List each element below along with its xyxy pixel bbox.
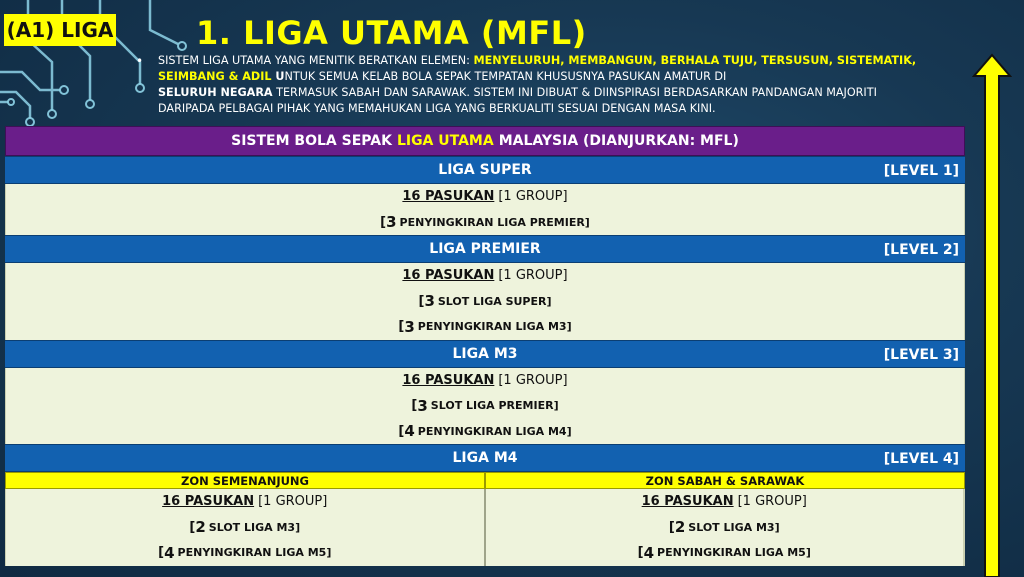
page-title: 1. LIGA UTAMA (MFL) (196, 14, 587, 52)
level-label: [LEVEL 2] (883, 242, 959, 258)
zone-header-semenanjung: ZON SEMENANJUNG (5, 472, 485, 489)
level-body-liga-premier (5, 263, 965, 340)
up-arrow-icon (972, 52, 1012, 577)
section-badge: (A1) LIGA (4, 14, 116, 46)
level-body-liga-super (5, 184, 965, 235)
description-line-1: SISTEM LIGA UTAMA YANG MENITIK BERATKAN ELEMEN: MENYELURUH, MEMBANGUN, BERHALA TUJU, TERSUSUN, SISTEMATIK, (158, 54, 917, 67)
teams-line: 16 PASUKAN [1 GROUP] (402, 189, 568, 205)
level-bar-liga-super: LIGA SUPER [LEVEL 1] (5, 156, 965, 184)
zone-body-row (5, 489, 965, 566)
description-paragraph (136, 53, 958, 117)
bullet-marker: • (136, 54, 144, 68)
table-header: SISTEM BOLA SEPAK LIGA UTAMA MALAYSIA (DIANJURKAN: MFL) (5, 126, 965, 156)
rule-line: [ 4 PENYINGKIRAN LIGA M5] (637, 543, 811, 562)
rule-line: [ 2 SLOT LIGA M3] (189, 518, 301, 537)
league-table (5, 126, 965, 566)
level-label: [LEVEL 1] (883, 163, 959, 179)
teams-line: 16 PASUKAN [1 GROUP] (162, 494, 328, 510)
zone-header-row (5, 472, 965, 489)
zone-body-sabah-sarawak (486, 489, 965, 566)
rule-line: [ 4 PENYINGKIRAN LIGA M4] (398, 422, 572, 441)
rule-line: [ 3 SLOT LIGA PREMIER] (411, 396, 559, 415)
teams-line: 16 PASUKAN [1 GROUP] (402, 268, 568, 284)
rule-line: [ 3 SLOT LIGA SUPER] (418, 292, 552, 311)
teams-line: 16 PASUKAN [1 GROUP] (641, 494, 807, 510)
zone-header-sabah-sarawak: ZON SABAH & SARAWAK (485, 472, 965, 489)
level-body-liga-m3 (5, 368, 965, 445)
zone-body-semenanjung (6, 489, 486, 566)
rule-line: [ 3 PENYINGKIRAN LIGA PREMIER] (380, 213, 590, 232)
description-line-2: SEIMBANG & ADIL UNTUK SEMUA KELAB BOLA SEPAK TEMPATAN KHUSUSNYA PASUKAN AMATUR DI (158, 70, 727, 83)
rule-line: [ 3 PENYINGKIRAN LIGA M3] (398, 317, 572, 336)
level-label: [LEVEL 4] (883, 451, 959, 467)
rule-line: [ 4 PENYINGKIRAN LIGA M5] (158, 543, 332, 562)
level-label: [LEVEL 3] (883, 346, 959, 363)
level-bar-liga-m3: LIGA M3 [LEVEL 3] (5, 340, 965, 368)
description-line-3: SELURUH NEGARA TERMASUK SABAH DAN SARAWAK. SISTEM INI DIBUAT & DIINSPIRASI BERDASARKAN PANDANGAN MAJORITI (158, 86, 877, 99)
rule-line: [ 2 SLOT LIGA M3] (668, 518, 780, 537)
level-bar-liga-premier: LIGA PREMIER [LEVEL 2] (5, 235, 965, 263)
level-bar-liga-m4: LIGA M4 [LEVEL 4] (5, 444, 965, 472)
description-line-4: DARIPADA PELBAGAI PIHAK YANG MEMAHUKAN LIGA YANG BERKUALITI SESUAI DENGAN MASA KINI. (158, 102, 716, 115)
teams-line: 16 PASUKAN [1 GROUP] (402, 372, 568, 388)
